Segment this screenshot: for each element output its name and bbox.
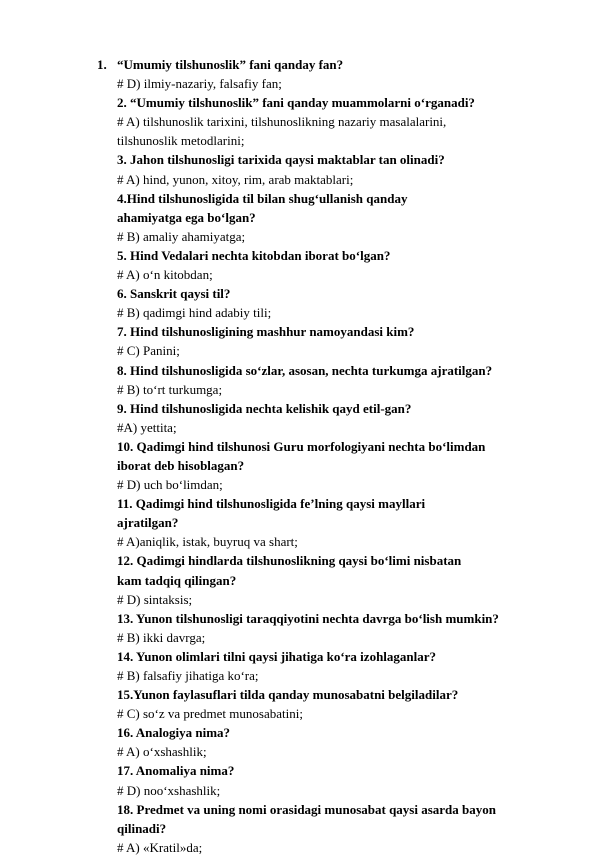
question-line: 11. Qadimgi hind tilshunosligida fe’lning qaysi mayllari [117, 496, 426, 512]
answer-line: # B) to‘rt turkumga; [117, 381, 223, 397]
answer-line: tilshunoslik metodlarini; [117, 133, 245, 149]
question-line: 10. Qadimgi hind tilshunosi Guru morfologiyani nechta bo‘limdan [117, 438, 486, 454]
question-line: 15.Yunon faylasuflari tilda qanday munosabatni belgiladilar? [117, 687, 459, 703]
answer-line: # B) qadimgi hind adabiy tili; [117, 305, 272, 321]
answer-line: # A) hind, yunon, xitoy, rim, arab maktablari; [117, 171, 354, 187]
answer-line: # A) «Kratil»da; [117, 839, 203, 855]
answer-line: # D) uch bo‘limdan; [117, 477, 223, 493]
answer-line: # C) Panini; [117, 343, 180, 359]
answer-line: # B) ikki davrga; [117, 629, 206, 645]
answer-line: # A) o‘xshashlik; [117, 744, 207, 760]
answer-line: # D) noo‘xshashlik; [117, 782, 221, 798]
answer-line: # A)aniqlik, istak, buyruq va shart; [117, 534, 298, 550]
question-line: ajratilgan? [117, 515, 179, 531]
answer-line: # B) falsafiy jihatiga ko‘ra; [117, 668, 259, 683]
answer-line: #A) yettita; [117, 419, 177, 435]
question-list [117, 55, 577, 857]
question-line: 18. Predmet va uning nomi orasidagi munosabat qaysi asarda bayon [117, 801, 496, 817]
question-line: 14. Yunon olimlari tilni qaysi jihatiga ko‘ra izohlaganlar? [117, 648, 437, 664]
answer-line: # D) ilmiy-nazariy, falsafiy fan; [117, 76, 282, 92]
question-line: 9. Hind tilshunosligida nechta kelishik qayd etil-gan? [117, 400, 412, 416]
question-line: 13. Yunon tilshunosligi taraqqiyotini nechta davrga bo‘lish mumkin? [117, 610, 499, 626]
question-line: 7. Hind tilshunosligining mashhur namoyandasi kim? [117, 324, 415, 340]
question-line: 8. Hind tilshunosligida so‘zlar, asosan, nechta turkumga ajratilgan? [117, 362, 493, 378]
question-line: “Umumiy tilshunoslik” fani qanday fan? [117, 57, 344, 72]
question-line: ahamiyatga ega bo‘lgan? [117, 209, 256, 225]
question-line: 5. Hind Vedalari nechta kitobdan iborat bo‘lgan? [117, 247, 391, 263]
answer-line: # B) amaliy ahamiyatga; [117, 228, 246, 244]
question-line: 4.Hind tilshunosligida til bilan shug‘ullanish qanday [117, 190, 408, 206]
question-line: 6. Sanskrit qaysi til? [117, 286, 231, 302]
list-number: 1. [97, 57, 107, 72]
question-line: 12. Qadimgi hindlarda tilshunoslikning qaysi bo‘limi nisbatan [117, 553, 462, 569]
answer-line: # D) sintaksis; [117, 591, 193, 607]
question-line: 17. Anomaliya nima? [117, 763, 235, 779]
answer-line: # C) so‘z va predmet munosabatini; [117, 706, 303, 722]
question-line: kam tadqiq qilingan? [117, 572, 237, 588]
question-line: iborat deb hisoblagan? [117, 457, 245, 473]
question-line: 2. “Umumiy tilshunoslik” fani qanday muammolarni o‘rganadi? [117, 95, 475, 111]
question-line: 3. Jahon tilshunosligi tarixida qaysi maktablar tan olinadi? [117, 152, 445, 168]
question-line: 16. Analogiya nima? [117, 725, 231, 741]
answer-line: # A) tilshunoslik tarixini, tilshunoslikning nazariy masalalarini, [117, 114, 447, 130]
answer-line: # A) o‘n kitobdan; [117, 267, 213, 283]
question-line: qilinadi? [117, 820, 167, 836]
